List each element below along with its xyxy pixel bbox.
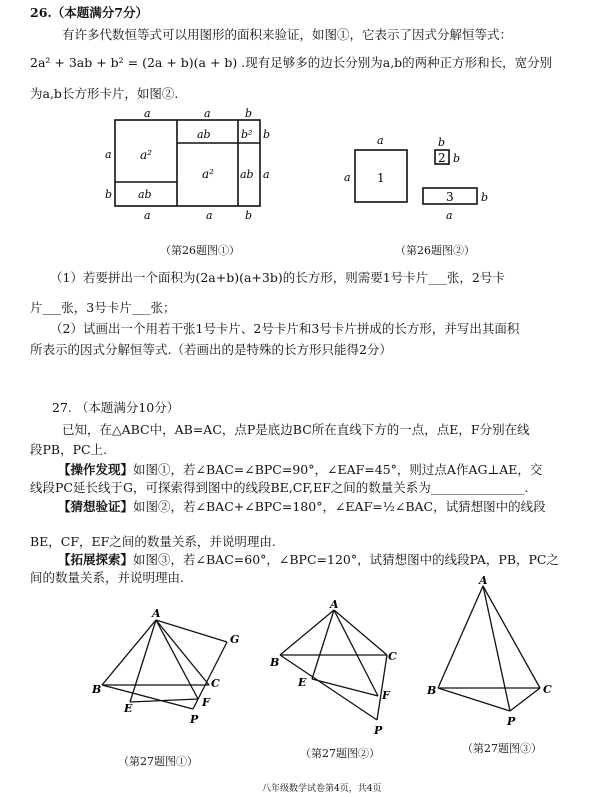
fig1-label-a2-left: a² [140, 148, 152, 162]
q27-ext-line2: 间的数量关系，并说明理由. [30, 570, 184, 585]
fig1-label-ab-top: ab [197, 128, 211, 141]
q26-heading: 26.（本题满分7分） [30, 5, 148, 20]
q27-guess-text: 如图②，若∠BAC+∠BPC=180°，∠EAF=½∠BAC，试猜想图中的线段 [133, 499, 546, 514]
fig1-label-a-bottom2: a [206, 209, 213, 222]
figure-26-2 [340, 135, 500, 225]
q27-fig1-caption: （第27题图①） [118, 755, 198, 768]
fig2-card2: 2 [438, 151, 446, 165]
fig27-3-B: B [427, 684, 437, 697]
fig2-label-b-card3: b [481, 191, 489, 204]
q26-part2-line1: （2）试画出一个用若干张1号卡片、2号卡片和3号卡片拼成的长方形，并写出其面积 [50, 321, 520, 336]
fig2-card3: 3 [446, 190, 454, 204]
q26-fig1-caption: （第26题图①） [160, 244, 240, 257]
fig27-2-P: P [374, 724, 383, 737]
q27-op-tag: 【操作发现】 [58, 462, 134, 477]
fig1-label-b-top: b [245, 108, 253, 120]
q27-op-line2: 线段PC延长线于G，可探索得到图中的线段BE,CF,EF之间的数量关系为_______________. [30, 480, 529, 495]
fig1-label-a-top1: a [144, 108, 151, 120]
fig27-1-F: F [202, 696, 210, 709]
q27-heading: 27. （本题满分10分） [52, 400, 180, 415]
q27-ext-tag: 【拓展探索】 [58, 552, 134, 567]
q27-guess [58, 499, 546, 515]
fig27-1-C: C [211, 677, 220, 690]
fig27-2-B: B [270, 656, 280, 669]
q26-line3: 为a,b长方形卡片，如图②. [30, 86, 179, 101]
fig1-label-b-left: b [105, 188, 113, 201]
q27-operation [58, 462, 542, 478]
q26-part1-line2: 片___张，3号卡片___张； [30, 300, 176, 315]
fig27-1-A: A [152, 607, 161, 620]
fig1-label-a-right: a [263, 168, 270, 181]
fig27-3-P: P [507, 715, 516, 728]
fig2-label-b-top: b [438, 136, 446, 149]
q26-line2: 2a² + 3ab + b² = (2a + b)(a + b) .现有足够多的边长分别为a,b的两种正方形和长，宽分别 [30, 55, 553, 70]
fig27-1-E: E [124, 702, 133, 715]
fig1-label-ab-bottom: ab [138, 188, 152, 201]
fig1-label-a-bottom1: a [144, 209, 151, 222]
fig27-3-A: A [479, 574, 488, 587]
q27-guess-line2: BE，CF，EF之间的数量关系，并说明理由. [30, 534, 276, 549]
fig27-2-F: F [382, 689, 390, 702]
fig1-label-a2-mid: a² [202, 167, 214, 181]
fig2-card1: 1 [377, 171, 385, 185]
fig27-2-E: E [298, 676, 307, 689]
q27-extend [58, 552, 559, 568]
figure-27-3 [425, 572, 565, 732]
figure-26-1 [100, 108, 280, 226]
fig27-1-P: P [190, 713, 199, 726]
fig1-label-b2: b² [241, 128, 253, 141]
fig27-2-C: C [388, 650, 397, 663]
q27-line2: 段PB，PC上. [30, 442, 108, 457]
q27-fig2-caption: （第27题图②） [300, 747, 380, 760]
figure-27-1 [90, 605, 250, 735]
fig1-label-b-bottom: b [245, 209, 253, 222]
q27-guess-tag: 【猜想验证】 [58, 499, 134, 514]
q26-fig2-caption: （第26题图②） [395, 244, 475, 257]
fig1-label-a-left: a [105, 148, 112, 161]
fig2-label-a-top: a [377, 135, 384, 147]
q27-fig3-caption: （第27题图③） [462, 742, 542, 755]
page-footer: 八年级数学试卷第4页，共4页 [262, 784, 382, 794]
fig2-label-a-left: a [344, 171, 351, 184]
fig27-1-G: G [230, 633, 240, 646]
fig2-label-b-right: b [453, 152, 461, 165]
fig27-3-C: C [543, 683, 552, 696]
figure-27-2 [262, 598, 412, 738]
q26-part1-line1: （1）若要拼出一个面积为(2a+b)(a+3b)的长方形，则需要1号卡片___张，2号卡 [50, 270, 505, 285]
q26-part2-line2: 所表示的因式分解恒等式.（若画出的是特殊的长方形只能得2分） [30, 342, 392, 357]
fig27-2-A: A [330, 598, 339, 611]
q27-line1: 已知，在△ABC中，AB=AC，点P是底边BC所在直线下方的一点，点E，F分别在线 [62, 422, 530, 437]
q26-line1: 有许多代数恒等式可以用图形的面积来验证，如图①，它表示了因式分解恒等式： [62, 27, 513, 42]
fig1-label-b-right: b [263, 128, 271, 141]
q27-ext-text: 如图③，若∠BAC=60°，∠BPC=120°，试猜想图中的线段PA，PB，PC之 [133, 552, 559, 567]
fig1-label-ab-right: ab [240, 168, 254, 181]
fig2-label-a-bottom: a [446, 209, 453, 222]
fig27-1-B: B [92, 683, 102, 696]
q27-op-text: 如图①，若∠BAC=∠BPC=90°，∠EAF=45°，则过点A作AG⊥AE，交 [133, 462, 543, 477]
fig1-label-a-top2: a [204, 108, 211, 120]
